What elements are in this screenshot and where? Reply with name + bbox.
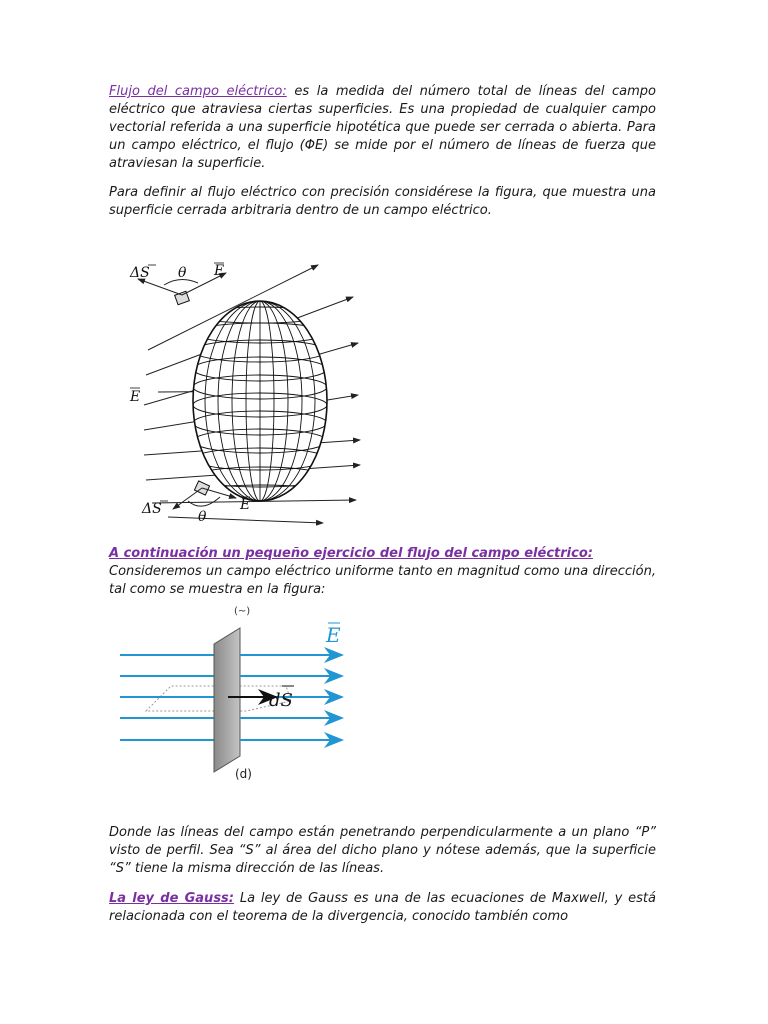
e-field-label: E — [326, 623, 341, 647]
gauss-text: La ley de Gauss es una de las ecuaciones de Maxwell, y está relacionada con el teorema de la divergencia, conocido también como — [109, 891, 656, 924]
theta-top-label: θ — [178, 265, 187, 281]
flux-heading: Flujo del campo eléctrico: — [109, 84, 287, 99]
explanation-section — [109, 824, 656, 878]
e-bottom-label: E — [240, 497, 251, 513]
intro-section — [109, 83, 656, 220]
figure-caption: (d) — [235, 767, 252, 781]
e-left-label: E — [130, 389, 141, 405]
figure-intro-paragraph: Para definir al flujo eléctrico con precisión considérese la figura, que muestra una superficie cerrada arbitraria dentro de un campo eléctrico. — [109, 185, 656, 218]
exercise-paragraph — [109, 545, 656, 599]
uniform-field-figure — [116, 606, 356, 786]
e-top-label: E — [214, 263, 225, 279]
gauss-paragraph — [109, 890, 656, 926]
gauss-section — [109, 890, 656, 926]
ds-label: dS — [269, 690, 293, 711]
top-mark: (~) — [234, 606, 251, 617]
field-lines-blue — [120, 655, 214, 740]
plane-plate — [214, 628, 240, 772]
closed-surface-figure — [128, 255, 364, 527]
delta-s-top-label: ΔS — [130, 265, 150, 281]
exercise-heading: A continuación un pequeño ejercicio del flujo del campo eléctrico: — [109, 546, 593, 561]
exercise-section — [109, 545, 656, 599]
delta-s-bottom-label: ΔS — [142, 501, 162, 517]
theta-bottom-label: θ — [198, 509, 207, 525]
gauss-heading: La ley de Gauss: — [109, 891, 234, 906]
exercise-text: Consideremos un campo eléctrico uniforme tanto en magnitud como una dirección, tal como se muestra en la figura: — [109, 564, 656, 597]
flux-definition-paragraph — [109, 83, 656, 173]
explanation-paragraph: Donde las líneas del campo están penetrando perpendicularmente a un plano “P” visto de perfil. Sea “S” al área del dicho plano y nótese además, que la superficie “S” tiene la misma dirección de las líneas. — [109, 825, 656, 876]
flux-definition-text: es la medida del número total de líneas del campo eléctrico que atraviesa ciertas superficies. Es una propiedad de cualquier campo vectorial referida a una superficie hipotética que puede ser cerrada o abierta. Para un campo eléctrico, el flujo (ΦE) se mide por el número de líneas de fuerza que atraviesan la superficie. — [109, 84, 656, 171]
